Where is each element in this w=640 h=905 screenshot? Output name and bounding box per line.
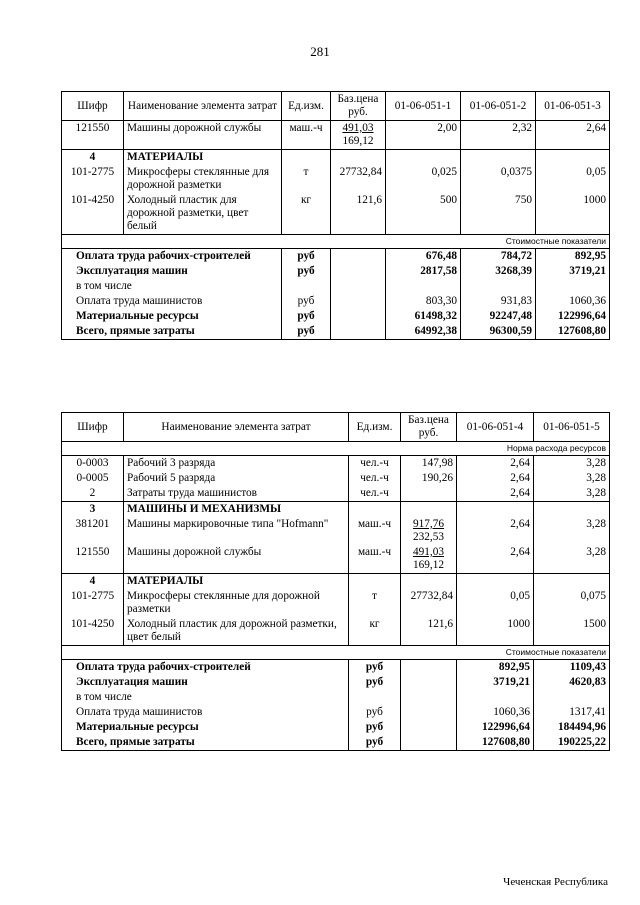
row-price: 121,6: [401, 617, 457, 646]
row-name: МАШИНЫ И МЕХАНИЗМЫ: [124, 502, 349, 518]
total-value: 122996,64: [457, 720, 534, 735]
row-price: 27732,84: [401, 589, 457, 617]
total-value: 122996,64: [536, 309, 610, 324]
row-value: 2,64: [457, 471, 534, 486]
cost-label: Стоимостные показатели: [62, 646, 610, 660]
total-value: 127608,80: [457, 735, 534, 751]
table-row: [62, 589, 610, 617]
row-unit: маш.-ч: [349, 545, 401, 574]
price-primary: 491,03: [342, 122, 374, 134]
total-unit: руб: [282, 294, 331, 309]
empty-cell: [282, 150, 331, 166]
total-value: [536, 279, 610, 294]
empty-cell: [331, 294, 386, 309]
row-value: 1500: [534, 617, 610, 646]
row-code: 121550: [62, 545, 124, 574]
table-row: [62, 150, 610, 166]
row-unit: чел.-ч: [349, 471, 401, 486]
footer-region: Чеченская Республика: [503, 876, 608, 888]
row-name: Машины дорожной службы: [124, 545, 349, 574]
column-header: Наименование элемента затрат: [124, 92, 282, 121]
total-unit: руб: [349, 720, 401, 735]
row-code: 101-2775: [62, 589, 124, 617]
row-code: 0-0005: [62, 471, 124, 486]
row-value: 2,64: [457, 456, 534, 472]
row-price: [401, 486, 457, 502]
table-row: [62, 574, 610, 590]
column-header: Шифр: [62, 413, 124, 442]
total-value: 96300,59: [461, 324, 536, 340]
total-value: [386, 279, 461, 294]
row-value: 750: [461, 193, 536, 235]
total-name: Оплата труда рабочих-строителей: [62, 249, 282, 265]
row-value: 0,025: [386, 165, 461, 193]
empty-cell: [401, 660, 457, 676]
total-row: [62, 720, 610, 735]
total-value: 892,95: [536, 249, 610, 265]
row-unit: кг: [349, 617, 401, 646]
row-name: Холодный пластик для дорожной разметки, цвет белый: [124, 617, 349, 646]
total-unit: руб: [282, 264, 331, 279]
table-row: [62, 193, 610, 235]
empty-cell: [401, 502, 457, 518]
total-value: 3719,21: [536, 264, 610, 279]
row-value: 2,64: [457, 486, 534, 502]
row-price: 147,98: [401, 456, 457, 472]
total-value: 190225,22: [534, 735, 610, 751]
total-row: [62, 249, 610, 265]
row-code: 4: [62, 150, 124, 166]
row-code: 101-4250: [62, 193, 124, 235]
row-value: 3,28: [534, 471, 610, 486]
row-unit: чел.-ч: [349, 456, 401, 472]
total-value: [457, 690, 534, 705]
total-unit: руб: [349, 675, 401, 690]
column-header: Баз.цена руб.: [401, 413, 457, 442]
empty-cell: [331, 264, 386, 279]
total-unit: руб: [349, 735, 401, 751]
row-name: Микросферы стеклянные для дорожной разметки: [124, 165, 282, 193]
total-value: 892,95: [457, 660, 534, 676]
row-unit: т: [349, 589, 401, 617]
resource-table-1: [61, 91, 610, 340]
cost-label-row: [62, 646, 610, 660]
header-row: [62, 92, 610, 121]
row-name: МАТЕРИАЛЫ: [124, 150, 282, 166]
empty-cell: [349, 574, 401, 590]
norm-label-row: [62, 442, 610, 456]
column-header: Шифр: [62, 92, 124, 121]
row-value: 0,05: [536, 165, 610, 193]
total-value: 676,48: [386, 249, 461, 265]
empty-cell: [331, 279, 386, 294]
row-value: 2,64: [536, 121, 610, 150]
row-name: Машины маркировочные типа "Hofmann": [124, 517, 349, 545]
row-code: 101-2775: [62, 165, 124, 193]
table-row: [62, 486, 610, 502]
page-number: 281: [310, 44, 330, 59]
total-row: [62, 279, 610, 294]
total-row: [62, 309, 610, 324]
column-header: Ед.изм.: [282, 92, 331, 121]
empty-cell: [331, 324, 386, 340]
table-row: [62, 471, 610, 486]
row-value: 3,28: [534, 517, 610, 545]
cost-label-row: [62, 235, 610, 249]
total-unit: руб: [282, 324, 331, 340]
table-row: [62, 502, 610, 518]
table-row: [62, 517, 610, 545]
total-row: [62, 660, 610, 676]
empty-cell: [401, 720, 457, 735]
total-value: 184494,96: [534, 720, 610, 735]
row-price: [331, 121, 386, 150]
row-unit: маш.-ч: [282, 121, 331, 150]
empty-cell: [401, 735, 457, 751]
row-name: МАТЕРИАЛЫ: [124, 574, 349, 590]
total-name: Материальные ресурсы: [62, 309, 282, 324]
price-secondary: 169,12: [342, 135, 374, 147]
empty-cell: [401, 574, 457, 590]
row-value: 1000: [536, 193, 610, 235]
total-name: Оплата труда машинистов: [62, 294, 282, 309]
empty-cell: [349, 502, 401, 518]
row-code: 101-4250: [62, 617, 124, 646]
total-value: 1060,36: [536, 294, 610, 309]
row-value: 0,05: [457, 589, 534, 617]
total-value: 2817,58: [386, 264, 461, 279]
row-code: 0-0003: [62, 456, 124, 472]
table-row: [62, 165, 610, 193]
total-row: [62, 294, 610, 309]
empty-cell: [386, 150, 461, 166]
column-header: 01-06-051-1: [386, 92, 461, 121]
empty-cell: [331, 150, 386, 166]
row-name: Холодный пластик для дорожной разметки, цвет белый: [124, 193, 282, 235]
row-name: Машины дорожной службы: [124, 121, 282, 150]
total-row: [62, 675, 610, 690]
empty-cell: [536, 150, 610, 166]
row-value: 2,64: [457, 517, 534, 545]
row-value: 0,0375: [461, 165, 536, 193]
total-unit: руб: [282, 309, 331, 324]
total-unit: [282, 279, 331, 294]
empty-cell: [401, 675, 457, 690]
total-value: 64992,38: [386, 324, 461, 340]
row-unit: чел.-ч: [349, 486, 401, 502]
total-name: Эксплуатация машин: [62, 675, 349, 690]
total-value: 3719,21: [457, 675, 534, 690]
total-value: 3268,39: [461, 264, 536, 279]
total-value: 1109,43: [534, 660, 610, 676]
table-row: [62, 617, 610, 646]
row-price: 190,26: [401, 471, 457, 486]
row-value: 1000: [457, 617, 534, 646]
empty-cell: [331, 249, 386, 265]
price-secondary: 169,12: [412, 559, 445, 571]
total-value: 784,72: [461, 249, 536, 265]
norm-label: Норма расхода ресурсов: [62, 442, 610, 456]
empty-cell: [401, 705, 457, 720]
total-name: Эксплуатация машин: [62, 264, 282, 279]
price-secondary: 232,53: [412, 531, 445, 543]
total-row: [62, 690, 610, 705]
total-value: 1317,41: [534, 705, 610, 720]
empty-cell: [534, 574, 610, 590]
total-value: 803,30: [386, 294, 461, 309]
row-unit: маш.-ч: [349, 517, 401, 545]
row-name: Микросферы стеклянные для дорожной разметки: [124, 589, 349, 617]
row-name: Рабочий 5 разряда: [124, 471, 349, 486]
row-value: 3,28: [534, 486, 610, 502]
total-name: Оплата труда рабочих-строителей: [62, 660, 349, 676]
row-name: Рабочий 3 разряда: [124, 456, 349, 472]
total-value: 127608,80: [536, 324, 610, 340]
row-price: [401, 545, 457, 574]
row-code: 3: [62, 502, 124, 518]
empty-cell: [401, 690, 457, 705]
table-row: [62, 456, 610, 472]
column-header: 01-06-051-3: [536, 92, 610, 121]
row-unit: кг: [282, 193, 331, 235]
row-name: Затраты труда машинистов: [124, 486, 349, 502]
empty-cell: [331, 309, 386, 324]
row-price: [401, 517, 457, 545]
total-name: Всего, прямые затраты: [62, 324, 282, 340]
total-value: 92247,48: [461, 309, 536, 324]
column-header: Баз.цена руб.: [331, 92, 386, 121]
total-row: [62, 324, 610, 340]
total-row: [62, 705, 610, 720]
total-value: [534, 690, 610, 705]
total-unit: руб: [282, 249, 331, 265]
row-price: 27732,84: [331, 165, 386, 193]
table-row: [62, 121, 610, 150]
total-name: Оплата труда машинистов: [62, 705, 349, 720]
total-value: 61498,32: [386, 309, 461, 324]
column-header: Наименование элемента затрат: [124, 413, 349, 442]
total-name: в том числе: [62, 690, 349, 705]
row-code: 121550: [62, 121, 124, 150]
total-unit: [349, 690, 401, 705]
row-value: 2,64: [457, 545, 534, 574]
row-value: 2,00: [386, 121, 461, 150]
total-row: [62, 735, 610, 751]
empty-cell: [457, 574, 534, 590]
total-row: [62, 264, 610, 279]
total-unit: руб: [349, 660, 401, 676]
total-name: в том числе: [62, 279, 282, 294]
column-header: 01-06-051-2: [461, 92, 536, 121]
row-value: 3,28: [534, 545, 610, 574]
total-value: 4620,83: [534, 675, 610, 690]
total-value: 1060,36: [457, 705, 534, 720]
cost-label: Стоимостные показатели: [62, 235, 610, 249]
row-value: 2,32: [461, 121, 536, 150]
total-name: Всего, прямые затраты: [62, 735, 349, 751]
row-value: 500: [386, 193, 461, 235]
empty-cell: [461, 150, 536, 166]
row-unit: т: [282, 165, 331, 193]
row-value: 3,28: [534, 456, 610, 472]
total-unit: руб: [349, 705, 401, 720]
row-price: 121,6: [331, 193, 386, 235]
empty-cell: [457, 502, 534, 518]
total-name: Материальные ресурсы: [62, 720, 349, 735]
row-code: 381201: [62, 517, 124, 545]
price-primary: 491,03: [412, 546, 445, 558]
column-header: 01-06-051-5: [534, 413, 610, 442]
column-header: Ед.изм.: [349, 413, 401, 442]
table-row: [62, 545, 610, 574]
row-code: 2: [62, 486, 124, 502]
price-primary: 917,76: [412, 518, 445, 530]
total-value: 931,83: [461, 294, 536, 309]
total-value: [461, 279, 536, 294]
header-row: [62, 413, 610, 442]
row-code: 4: [62, 574, 124, 590]
column-header: 01-06-051-4: [457, 413, 534, 442]
empty-cell: [534, 502, 610, 518]
resource-table-2: [61, 412, 610, 751]
row-value: 0,075: [534, 589, 610, 617]
